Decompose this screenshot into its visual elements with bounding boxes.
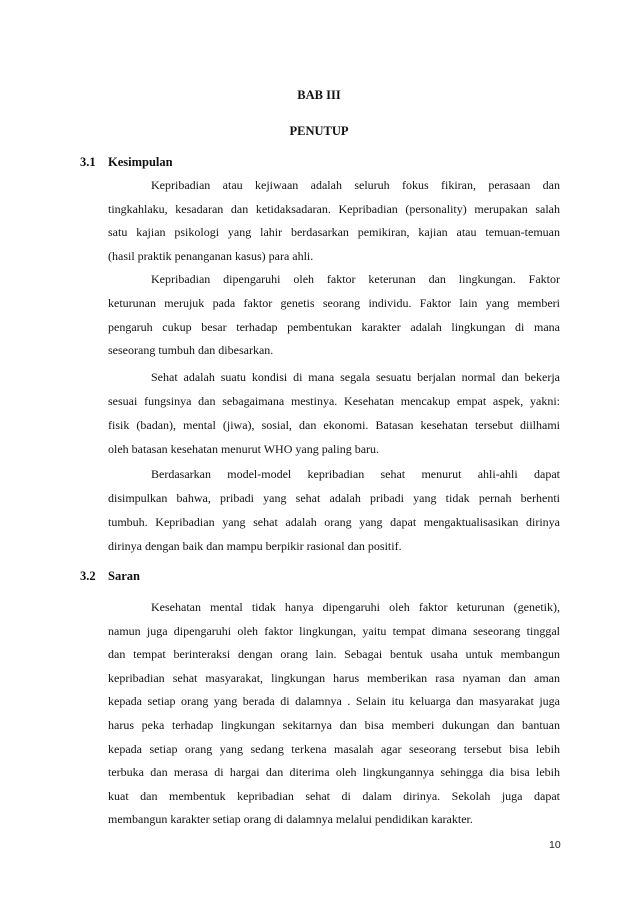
paragraph-line: Berdasarkan model-model kepribadian sehat menurut ahli-ahli dapat — [151, 467, 560, 481]
chapter-title: PENUTUP — [289, 124, 349, 138]
section-title: Kesimpulan — [108, 155, 173, 169]
paragraph-line: terbuka dan merasa di hargai dan diterima oleh lingkungannya sehingga dia bisa lebih — [108, 765, 560, 780]
paragraph-line: tingkahlaku, kesadaran dan ketidaksadaran. Kepribadian (personality) merupakan salah — [108, 201, 560, 216]
paragraph-line: seseorang tumbuh dan dibesarkan. — [108, 343, 274, 358]
paragraph-line: dirinya dengan baik dan mampu berpikir rasional dan positif. — [108, 539, 402, 553]
paragraph-line: Kepribadian dipengaruhi oleh faktor keterunan dan lingkungan. Faktor — [151, 272, 560, 287]
paragraph-line: fisik (badan), mental (jiwa), sosial, dan ekonomi. Batasan kesehatan tersebut diilhami — [108, 418, 560, 432]
section-number: 3.1 — [80, 155, 96, 169]
paragraph-line: sesuai fungsinya dan sebagaimana mestinya. Kesehatan mencakup empat aspek, yakni: — [108, 394, 560, 408]
paragraph-line: (hasil praktik penanganan kasus) para ahli. — [108, 248, 314, 263]
paragraph-line: pengaruh cukup besar terhadap pembentukan karakter adalah lingkungan di mana — [108, 319, 560, 334]
paragraph-line: Sehat adalah suatu kondisi di mana segala sesuatu berjalan normal dan bekerja — [151, 370, 560, 384]
paragraph-line: kepribadian sehat masyarakat, lingkungan harus memberikan rasa nyaman dan aman — [108, 670, 560, 685]
paragraph-line: keturunan merujuk pada faktor genetis seorang individu. Faktor lain yang memberi — [108, 296, 560, 310]
paragraph-line: oleh batasan kesehatan menurut WHO yang paling baru. — [108, 442, 380, 456]
paragraph-line: dan tempat berinteraksi dengan orang lain. Sebagai bentuk usaha untuk membangun — [108, 647, 560, 662]
paragraph-line: membangun karakter setiap orang di dalamnya melalui pendidikan karakter. — [108, 812, 473, 827]
paragraph-line: namun juga dipengaruhi oleh faktor lingkungan, yaitu tempat dimana seseorang tinggal — [108, 623, 560, 638]
paragraph-line: disimpulkan bahwa, pribadi yang sehat adalah pribadi yang tidak pernah berhenti — [108, 491, 560, 505]
paragraph-line: Kesehatan mental tidak hanya dipengaruhi oleh faktor keturunan (genetik), — [151, 600, 560, 614]
paragraph-line: kuat dan membentuk kepribadian sehat di dalam dirinya. Sekolah juga dapat — [108, 788, 560, 803]
paragraph-line: kepada setiap orang yang berada di dalamnya . Selain itu keluarga dan masyarakat juga — [108, 694, 560, 709]
paragraph-line: harus peka terhadap lingkungan sekitarnya dan bisa memberi dukungan dan bantuan — [108, 718, 560, 732]
paragraph-line: Kepribadian atau kejiwaan adalah seluruh fokus fikiran, perasaan dan — [151, 178, 560, 192]
paragraph-line: satu kajian psikologi yang lahir berdasarkan pemikiran, kajian atau temuan-temuan — [108, 225, 560, 240]
chapter-label: BAB III — [297, 88, 341, 102]
paragraph-line: tumbuh. Kepribadian yang sehat adalah orang yang dapat mengaktualisasikan dirinya — [108, 515, 560, 529]
page-number: 10 — [549, 839, 561, 851]
section-title: Saran — [108, 569, 140, 583]
section-number: 3.2 — [80, 569, 96, 583]
paragraph-line: kepada setiap orang yang sedang terkena masalah agar seseorang tersebut bisa lebih — [108, 741, 560, 756]
